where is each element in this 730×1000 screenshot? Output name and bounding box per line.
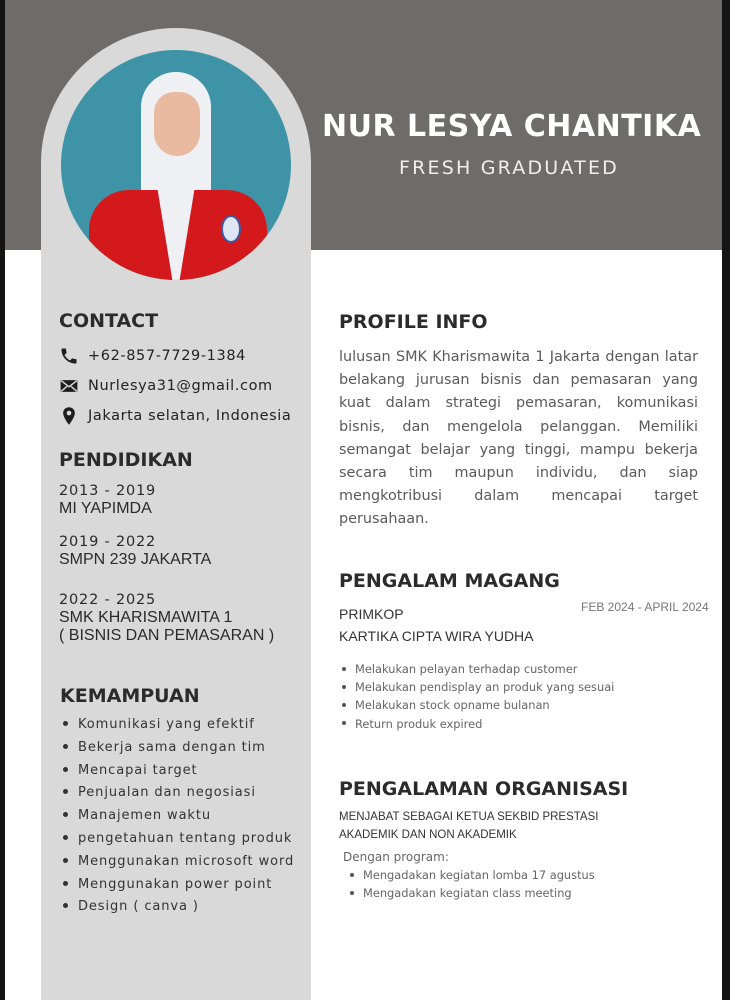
education-years: 2022 - 2025 — [59, 592, 157, 608]
bullet-icon — [342, 685, 346, 689]
bullet-icon — [63, 812, 68, 817]
bullet-icon — [63, 858, 68, 863]
internship-task: Return produk expired — [339, 715, 614, 733]
bullet-icon — [63, 721, 68, 726]
location-pin-icon — [59, 406, 79, 426]
bullet-icon — [63, 881, 68, 886]
education-item — [59, 482, 156, 518]
education-title: PENDIDIKAN — [59, 449, 193, 471]
skills-title: KEMAMPUAN — [60, 685, 200, 707]
phone-icon — [59, 346, 79, 366]
profile-photo — [61, 50, 291, 280]
contact-email — [59, 376, 273, 396]
education-school: MI YAPIMDA — [59, 500, 152, 517]
internship-tasks — [339, 660, 614, 733]
internship-title: PENGALAM MAGANG — [339, 570, 560, 592]
bullet-icon — [342, 667, 346, 671]
organization-program: Mengadakan kegiatan class meeting — [347, 884, 595, 902]
education-item — [59, 533, 211, 569]
skill-item: Bekerja sama dengan tim — [61, 737, 294, 760]
bullet-icon — [342, 703, 346, 707]
internship-task: Melakukan pelayan terhadap customer — [339, 660, 614, 678]
education-years: 2013 - 2019 — [59, 483, 157, 499]
profile-text: lulusan SMK Kharismawita 1 Jakarta dengan latar belakang jurusan bisnis dan pemasaran yang kuat dalam strategi pemasaran, komunikasi bisnis, dan mengelola pelanggan. Memiliki semangat belajar yang tinggi, mampu bekerja secara tim maupun individu, dan siap mengkotribusi dalam mencapai target perusahaan. — [339, 349, 698, 528]
skill-item: Komunikasi yang efektif — [61, 714, 294, 737]
bullet-icon — [342, 721, 346, 725]
contact-location-text: Jakarta selatan, Indonesia — [88, 408, 292, 424]
photo-badge — [221, 215, 241, 243]
skill-item: Mencapai target — [61, 760, 294, 783]
education-item — [59, 591, 274, 645]
skills-list — [61, 714, 294, 919]
organization-program-label: Dengan program: — [343, 850, 449, 864]
skill-item: Manajemen waktu — [61, 805, 294, 828]
education-school: SMK KHARISMAWITA 1 — [59, 609, 233, 626]
bullet-icon — [350, 891, 354, 895]
education-detail: ( BISNIS DAN PEMASARAN ) — [59, 627, 275, 644]
internship-task: Melakukan stock opname bulanan — [339, 696, 614, 714]
bullet-icon — [63, 744, 68, 749]
contact-email-text: Nurlesya31@gmail.com — [88, 378, 273, 394]
photo-face — [154, 92, 200, 156]
organization-title: PENGALAMAN ORGANISASI — [339, 778, 629, 800]
education-school: SMPN 239 JAKARTA — [59, 551, 212, 568]
resume-page — [5, 0, 722, 1000]
internship-task: Melakukan pendisplay an produk yang sesuai — [339, 678, 614, 696]
organization-role-line1: MENJABAT SEBAGAI KETUA SEKBID PRESTASI — [339, 811, 599, 823]
candidate-name: NUR LESYA CHANTIKA — [322, 109, 702, 144]
contact-title: CONTACT — [59, 310, 159, 332]
internship-date: FEB 2024 - APRIL 2024 — [581, 600, 709, 614]
bullet-icon — [63, 767, 68, 772]
skill-item: Penjualan dan negosiasi — [61, 782, 294, 805]
skill-item: Menggunakan power point — [61, 874, 294, 897]
bullet-icon — [63, 835, 68, 840]
organization-role — [339, 808, 598, 844]
profile-title: PROFILE INFO — [339, 311, 488, 333]
internship-org-line1: PRIMKOP — [339, 606, 404, 622]
skill-item: pengetahuan tentang produk — [61, 828, 294, 851]
bullet-icon — [63, 789, 68, 794]
internship-org-line2: KARTIKA CIPTA WIRA YUDHA — [339, 628, 534, 644]
contact-location — [59, 406, 291, 426]
candidate-role: FRESH GRADUATED — [399, 157, 619, 179]
bullet-icon — [63, 903, 68, 908]
contact-phone — [59, 346, 246, 366]
skill-item: Design ( canva ) — [61, 896, 294, 919]
mail-icon — [59, 376, 79, 396]
organization-programs — [347, 866, 595, 902]
education-years: 2019 - 2022 — [59, 534, 157, 550]
contact-phone-text: +62-857-7729-1384 — [88, 348, 246, 364]
organization-program: Mengadakan kegiatan lomba 17 agustus — [347, 866, 595, 884]
bullet-icon — [350, 873, 354, 877]
skill-item: Menggunakan microsoft word — [61, 851, 294, 874]
organization-role-line2: AKADEMIK DAN NON AKADEMIK — [339, 829, 517, 841]
